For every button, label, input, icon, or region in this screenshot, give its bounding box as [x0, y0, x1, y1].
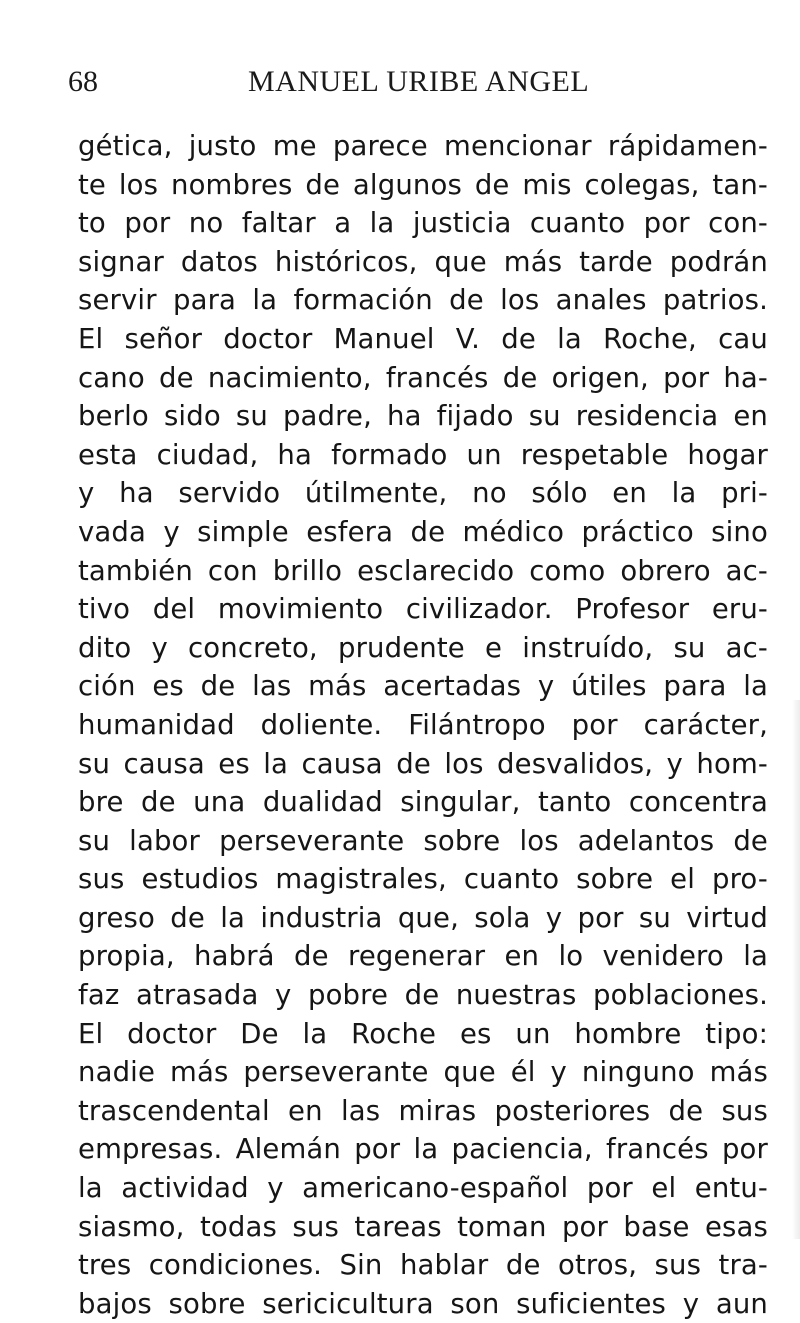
text-line: empresas. Alemán por la paciencia, francés por: [78, 1133, 768, 1166]
text-line: servir para la formación de los anales patrios.: [78, 284, 768, 317]
body-text: [78, 127, 768, 1323]
text-line: gética, justo me parece mencionar rápidamen-: [78, 130, 768, 162]
text-line: humanidad doliente. Filántropo por carácter,: [78, 708, 768, 741]
text-line: nadie más perseverante que él y ninguno más: [78, 1056, 768, 1089]
text-line: dito y concreto, prudente e instruído, su ac-: [78, 631, 768, 664]
page-edge-shadow: [792, 700, 800, 1239]
text-line: te los nombres de algunos de mis colegas, tan-: [78, 168, 768, 201]
text-line: greso de la industria que, sola y por su virtud: [78, 901, 768, 934]
text-line: El señor doctor Manuel V. de la Roche, cau: [78, 322, 768, 355]
text-line: bajos sobre sericicultura son suficientes y aun: [78, 1287, 768, 1320]
text-line: vada y simple esfera de médico práctico sino: [78, 515, 768, 548]
text-line: esta ciudad, ha formado un respetable hogar: [78, 438, 768, 471]
text-line: tivo del movimiento civilizador. Profesor eru-: [78, 593, 768, 626]
text-line: El doctor De la Roche es un hombre tipo:: [78, 1017, 768, 1050]
text-line: tres condiciones. Sin hablar de otros, sus tra-: [78, 1249, 768, 1282]
text-line: to por no faltar a la justicia cuanto por con-: [78, 207, 768, 240]
running-head-title: MANUEL URIBE ANGEL: [248, 65, 590, 98]
text-line: propia, habrá de regenerar en lo venidero la: [78, 940, 768, 973]
text-line: trascendental en las miras posteriores de sus: [78, 1094, 768, 1127]
page-number: 68: [68, 65, 98, 98]
text-line: siasmo, todas sus tareas toman por base esas: [78, 1210, 768, 1243]
text-line: también con brillo esclarecido como obrero ac-: [78, 554, 768, 587]
text-line: faz atrasada y pobre de nuestras poblaciones.: [78, 979, 768, 1012]
text-line: su causa es la causa de los desvalidos, y hom-: [78, 747, 768, 780]
text-line: la actividad y americano-español por el entu-: [78, 1172, 768, 1205]
text-line: cano de nacimiento, francés de origen, por ha-: [78, 361, 768, 394]
text-line: signar datos históricos, que más tarde podrán: [78, 245, 768, 278]
text-line: su labor perseverante sobre los adelantos de: [78, 824, 768, 857]
text-line: sus estudios magistrales, cuanto sobre el pro-: [78, 863, 768, 896]
text-line: berlo sido su padre, ha fijado su residencia en: [78, 400, 768, 433]
text-line: ción es de las más acertadas y útiles para la: [78, 670, 768, 703]
text-line: bre de una dualidad singular, tanto concentra: [78, 786, 768, 819]
text-line: y ha servido útilmente, no sólo en la pri-: [78, 477, 768, 510]
running-head: [68, 62, 768, 102]
